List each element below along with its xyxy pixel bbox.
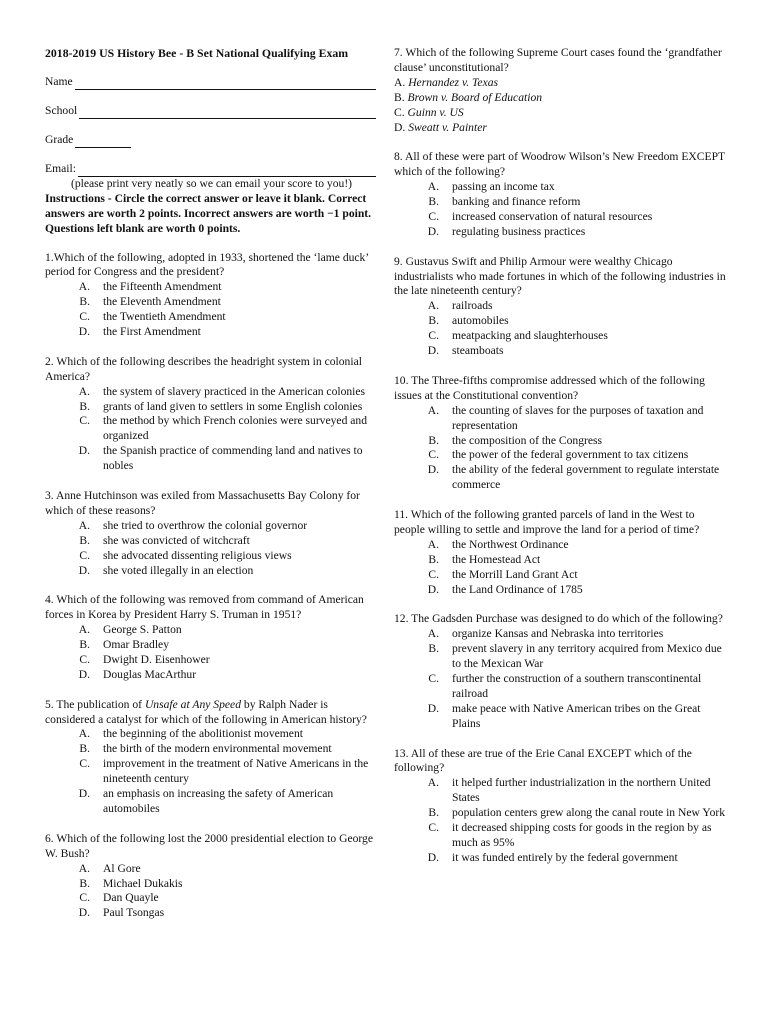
question-5 <box>45 698 376 817</box>
question-text: 7. Which of the following Supreme Court cases found the ‘grandfather clause’ unconstitutional? <box>394 46 722 74</box>
question-text: 1.Which of the following, adopted in 1933, shortened the ‘lame duck’ period for Congress and the president? <box>45 250 369 279</box>
book-title: Unsafe at Any Speed <box>144 697 241 711</box>
option-d[interactable]: D. the First Amendment <box>78 325 201 339</box>
question-text: 2. Which of the following describes the headright system in colonial America? <box>45 354 362 383</box>
grade-line[interactable] <box>75 136 131 148</box>
right-column <box>394 46 726 881</box>
option-a[interactable]: A. George S. Patton <box>78 623 182 637</box>
option-d[interactable]: D. steamboats <box>427 344 504 358</box>
option-d[interactable]: D. it was funded entirely by the federal government <box>427 850 678 864</box>
question-text <box>45 698 376 728</box>
option-a[interactable]: A. passing an income tax <box>427 180 555 194</box>
question-6 <box>45 832 376 921</box>
option-b[interactable]: B. banking and finance reform <box>428 195 581 209</box>
option-c[interactable]: C. Dwight D. Eisenhower <box>79 652 210 666</box>
school-line[interactable] <box>79 107 376 119</box>
option-c[interactable]: C. Dan Quayle <box>79 891 159 905</box>
option-a[interactable]: A. the system of slavery practiced in the American colonies <box>78 384 366 398</box>
question-text: 11. Which of the following granted parcels of land in the West to people willing to settle and improve the land for a period of time? <box>394 508 700 536</box>
option-c[interactable]: C. Guinn v. US <box>394 105 464 119</box>
question-8 <box>394 150 726 239</box>
exam-title: 2018-2019 US History Bee - B Set National Qualifying Exam <box>45 46 349 60</box>
question-11 <box>394 508 726 597</box>
option-c[interactable]: C. increased conservation of natural resources <box>428 209 653 223</box>
email-note: (please print very neatly so we can email your score to you!) <box>71 176 353 190</box>
option-b[interactable]: B. Michael Dukakis <box>79 876 183 890</box>
option-b[interactable]: B. Omar Bradley <box>79 638 169 652</box>
option-a[interactable]: A. the beginning of the abolitionist movement <box>78 727 303 741</box>
option-c[interactable]: C. the power of the federal government to tax citizens <box>428 448 689 462</box>
question-13 <box>394 747 726 866</box>
option-b[interactable]: B. prevent slavery in any territory acquired from Mexico due to the Mexican War <box>428 642 722 671</box>
option-b[interactable]: B. Brown v. Board of Education <box>394 90 543 104</box>
option-a[interactable]: A. it helped further industrialization in the northern United States <box>427 776 711 805</box>
option-c[interactable]: C. the method by which French colonies were surveyed and organized <box>79 414 368 443</box>
option-c[interactable]: C. it decreased shipping costs for goods in the region by as much as 95% <box>428 821 712 849</box>
name-label: Name <box>45 75 73 88</box>
name-line[interactable] <box>75 78 376 90</box>
option-b[interactable]: B. the birth of the modern environmental movement <box>79 742 332 756</box>
option-b[interactable]: B. automobiles <box>428 314 509 328</box>
question-9 <box>394 255 726 359</box>
option-d[interactable]: D. the Land Ordinance of 1785 <box>427 582 583 596</box>
option-b[interactable]: B. grants of land given to settlers in some English colonies <box>79 399 363 413</box>
question-text-pre: 5. The publication of <box>45 697 145 711</box>
option-c[interactable]: C. meatpacking and slaughterhouses <box>428 329 608 343</box>
option-a[interactable]: A. she tried to overthrow the colonial governor <box>78 518 308 532</box>
email-label: Email: <box>45 162 76 175</box>
option-a[interactable]: A. the Northwest Ordinance <box>427 537 569 551</box>
option-a[interactable]: A. the counting of slaves for the purposes of taxation and representation <box>427 403 704 432</box>
option-c[interactable]: C. further the construction of a southern transcontinental railroad <box>428 671 702 700</box>
question-text: 9. Gustavus Swift and Philip Armour were wealthy Chicago industrialists who made fortunes in which of the following industries in the late nineteenth century? <box>394 254 726 298</box>
option-b[interactable]: B. the Eleventh Amendment <box>79 295 221 309</box>
question-text-post: by Ralph Nader is considered a catalyst for which of the following in American history? <box>45 697 367 726</box>
option-c[interactable]: C. she advocated dissenting religious views <box>79 548 292 562</box>
question-text: 12. The Gadsden Purchase was designed to do which of the following? <box>394 612 723 626</box>
name-field[interactable] <box>45 75 376 90</box>
grade-field[interactable] <box>45 133 376 148</box>
option-d[interactable]: D. an emphasis on increasing the safety of American automobiles <box>78 787 334 815</box>
option-a[interactable]: A. Hernandez v. Texas <box>394 75 499 89</box>
question-2 <box>45 355 376 474</box>
question-text: 6. Which of the following lost the 2000 presidential election to George W. Bush? <box>45 831 373 860</box>
question-text: 4. Which of the following was removed from command of American forces in Korea by President Harry S. Truman in 1951? <box>45 593 364 622</box>
option-a[interactable]: A. the Fifteenth Amendment <box>78 280 222 294</box>
instructions: Instructions - Circle the correct answer or leave it blank. Correct answers are worth 2 points. Incorrect answers are worth −1 point. Questions left blank are worth 0 points. <box>45 191 372 235</box>
question-3 <box>45 489 376 578</box>
option-b[interactable]: B. the Homestead Act <box>428 552 541 566</box>
option-a[interactable]: A. organize Kansas and Nebraska into territories <box>427 627 664 641</box>
option-d[interactable]: D. Douglas MacArthur <box>78 667 197 681</box>
option-b[interactable]: B. the composition of the Congress <box>428 433 603 447</box>
option-b[interactable]: B. she was convicted of witchcraft <box>79 533 250 547</box>
option-d[interactable]: D. the Spanish practice of commending land and natives to nobles <box>78 444 363 473</box>
school-field[interactable] <box>45 104 376 119</box>
question-text: 10. The Three-fifths compromise addressed which of the following issues at the Constitutional convention? <box>394 373 705 402</box>
question-text: 3. Anne Hutchinson was exiled from Massachusetts Bay Colony for which of these reasons? <box>45 489 360 517</box>
option-a[interactable]: A. railroads <box>427 299 493 313</box>
option-b[interactable]: B. population centers grew along the canal route in New York <box>428 806 726 820</box>
option-d[interactable]: D. Sweatt v. Painter <box>394 120 487 134</box>
option-d[interactable]: D. make peace with Native American tribes on the Great Plains <box>427 701 701 730</box>
question-text: 13. All of these are true of the Erie Canal EXCEPT which of the following? <box>394 746 692 775</box>
email-field[interactable] <box>45 162 376 177</box>
option-c[interactable]: C. improvement in the treatment of Native Americans in the nineteenth century <box>79 757 369 786</box>
option-a[interactable]: A. Al Gore <box>78 861 141 875</box>
email-line[interactable] <box>78 165 376 177</box>
question-7 <box>394 46 726 135</box>
question-1 <box>45 251 376 340</box>
option-d[interactable]: D. she voted illegally in an election <box>78 563 254 577</box>
option-d[interactable]: D. Paul Tsongas <box>78 906 165 920</box>
question-12 <box>394 612 726 731</box>
question-10 <box>394 374 726 493</box>
option-d[interactable]: D. the ability of the federal government to regulate interstate commerce <box>427 463 720 492</box>
question-4 <box>45 593 376 682</box>
option-c[interactable]: C. the Twentieth Amendment <box>79 310 226 324</box>
question-text: 8. All of these were part of Woodrow Wilson’s New Freedom EXCEPT which of the following? <box>394 150 725 179</box>
option-c[interactable]: C. the Morrill Land Grant Act <box>428 567 578 581</box>
left-column <box>45 46 376 936</box>
grade-label: Grade <box>45 133 74 146</box>
school-label: School <box>45 104 78 117</box>
option-d[interactable]: D. regulating business practices <box>427 224 586 238</box>
